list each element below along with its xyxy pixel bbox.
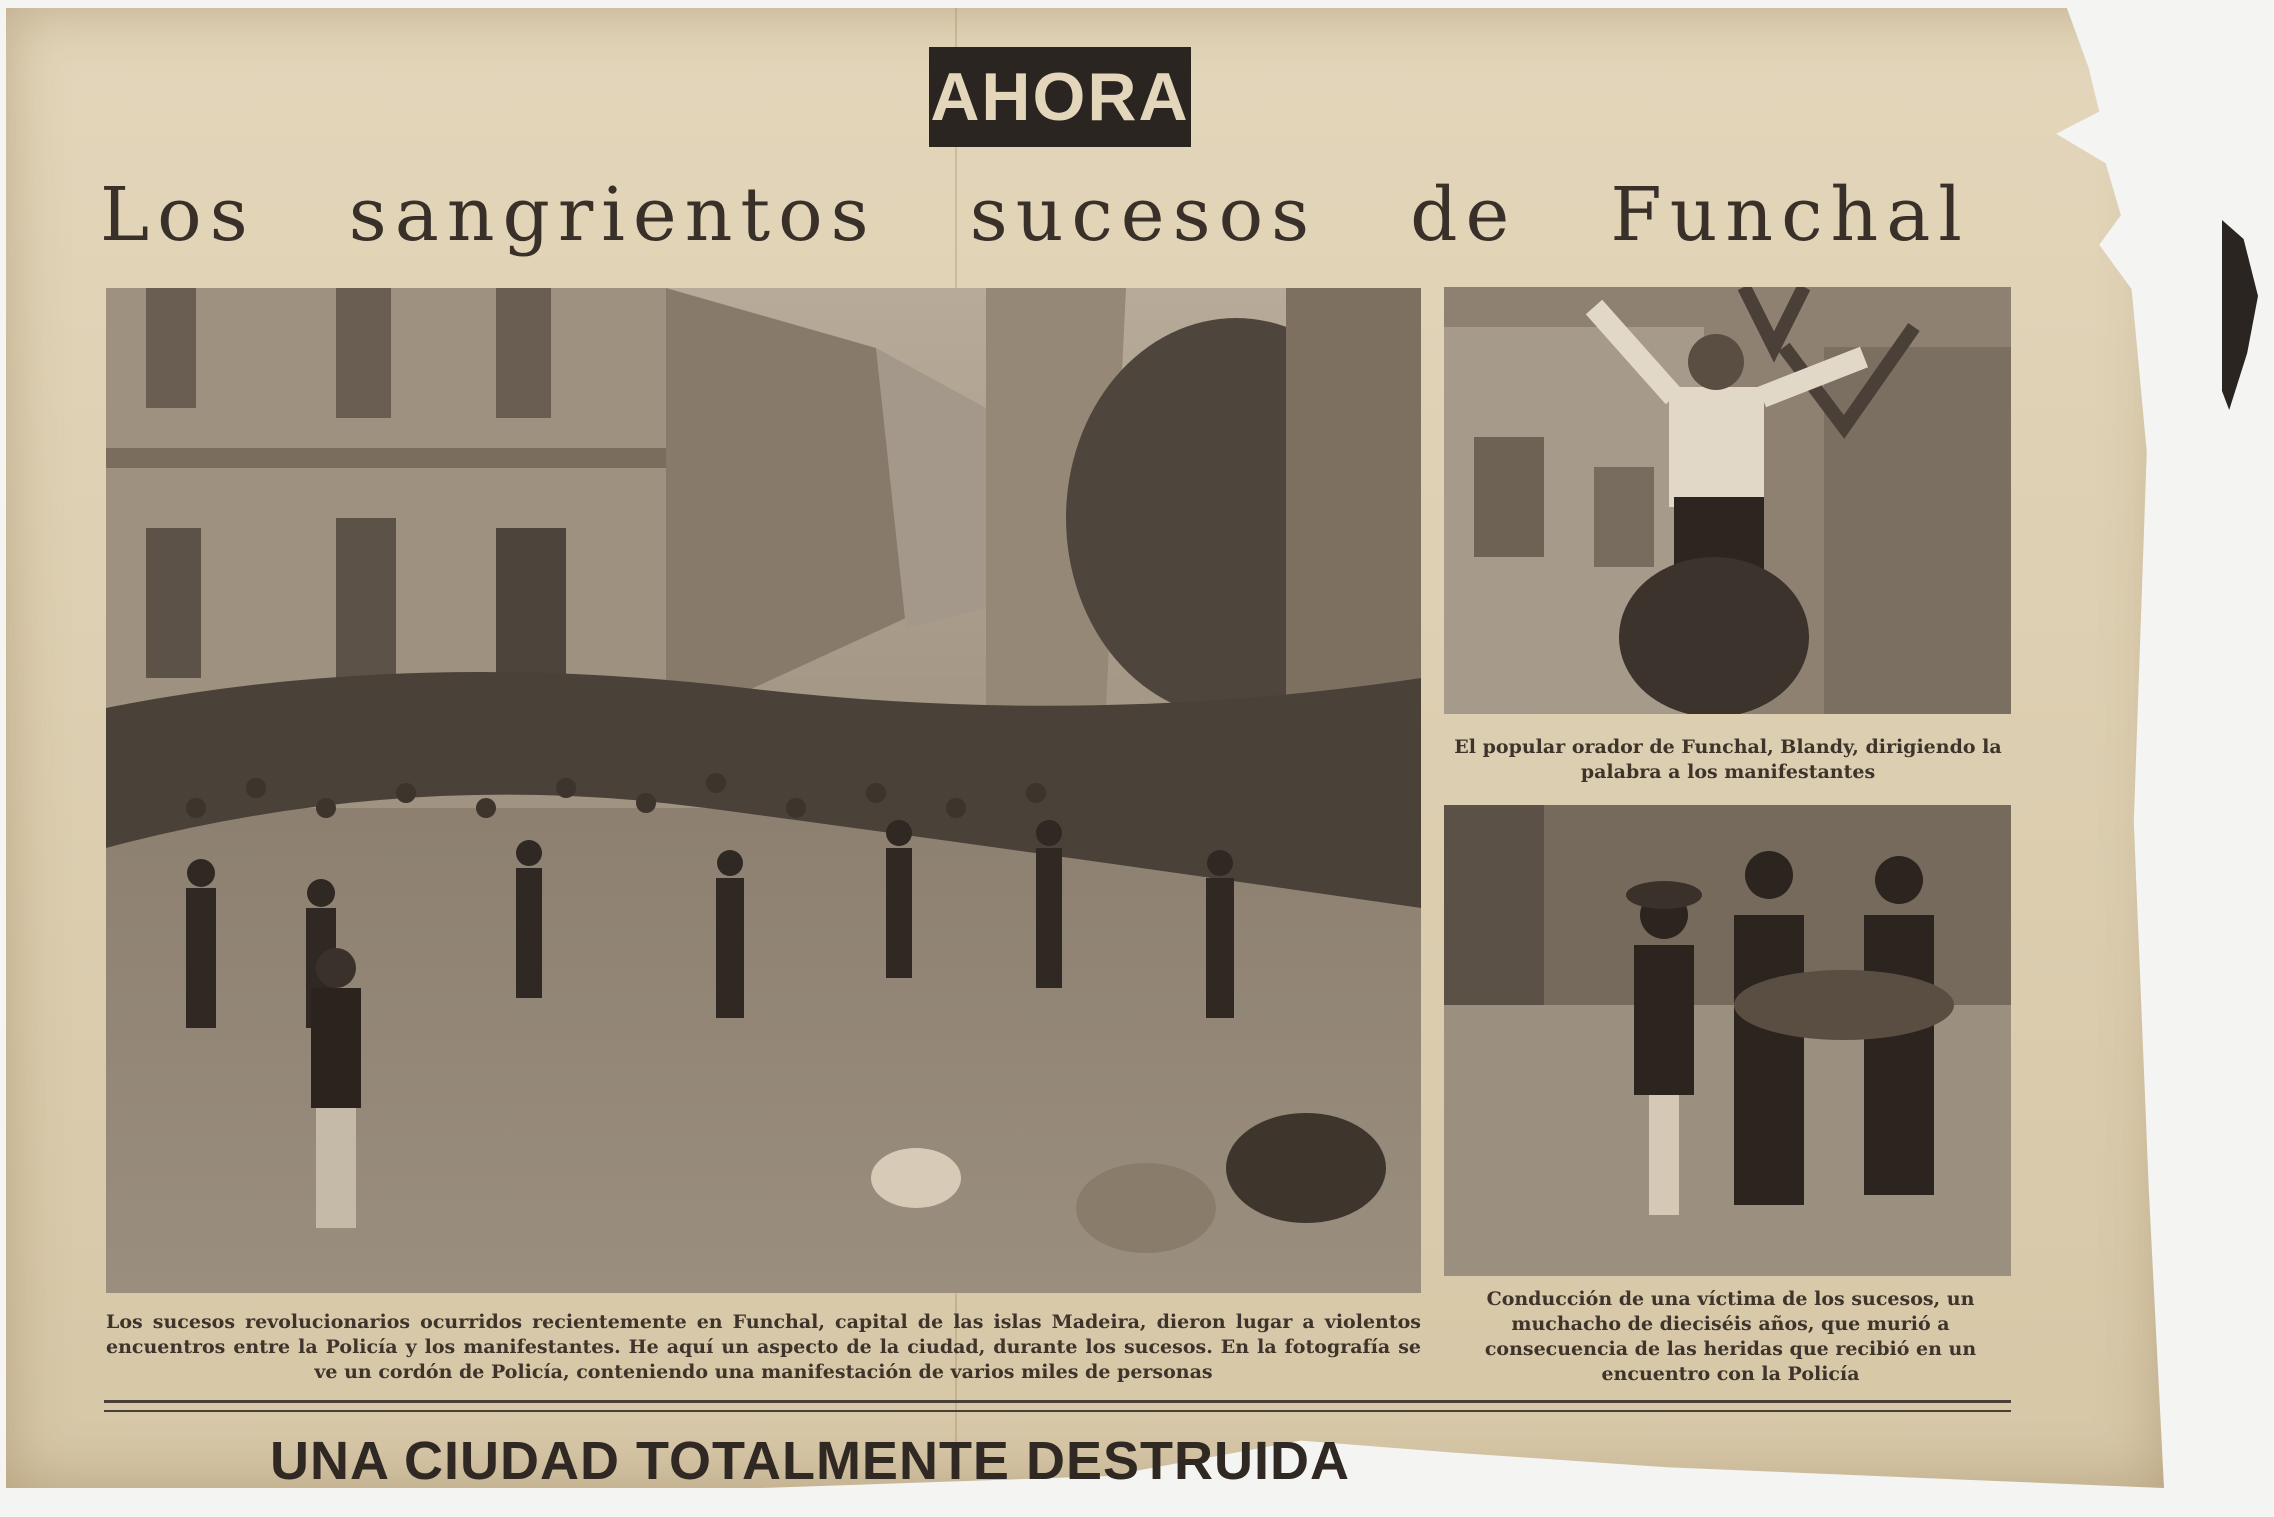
bottom-headline: UNA CIUDAD TOTALMENTE DESTRUIDA (270, 1431, 1350, 1491)
victim-photo-caption: Conducción de una víctima de los sucesos, un muchacho de dieciséis años, que murió a consecuencia de las heridas que recibió en un encuentro con la Policía (1484, 1288, 1977, 1385)
divider-line (104, 1400, 2011, 1403)
headline-word: sangrientos (348, 172, 877, 258)
main-photo-caption: Los sucesos revolucionarios ocurridos recientemente en Funchal, capital de las islas Madeira, dieron lugar a violentos encuentros entre la Policía y los manifestantes. He aquí un aspecto de la ciudad, durante los sucesos. En la fotografía se ve un cordón de Policía, conteniendo una manifestación de varios miles de personas (106, 1311, 1421, 1383)
headline-word: de (1410, 172, 1518, 258)
street-crowd-photo (106, 288, 1421, 1293)
orator-photo (1444, 287, 2011, 714)
page-headline (100, 160, 1970, 270)
torn-edge (2222, 220, 2258, 410)
victim-photo (1444, 805, 2011, 1276)
headline-word: sucesos (969, 172, 1318, 258)
masthead-logo (929, 47, 1191, 147)
headline-word: Los (100, 172, 256, 258)
orator-photo-caption: El popular orador de Funchal, Blandy, dirigiendo la palabra a los manifestantes (1454, 736, 2002, 783)
headline-word: Funchal (1610, 172, 1970, 258)
masthead-text: AHORA (930, 59, 1190, 135)
divider-line (104, 1410, 2011, 1412)
